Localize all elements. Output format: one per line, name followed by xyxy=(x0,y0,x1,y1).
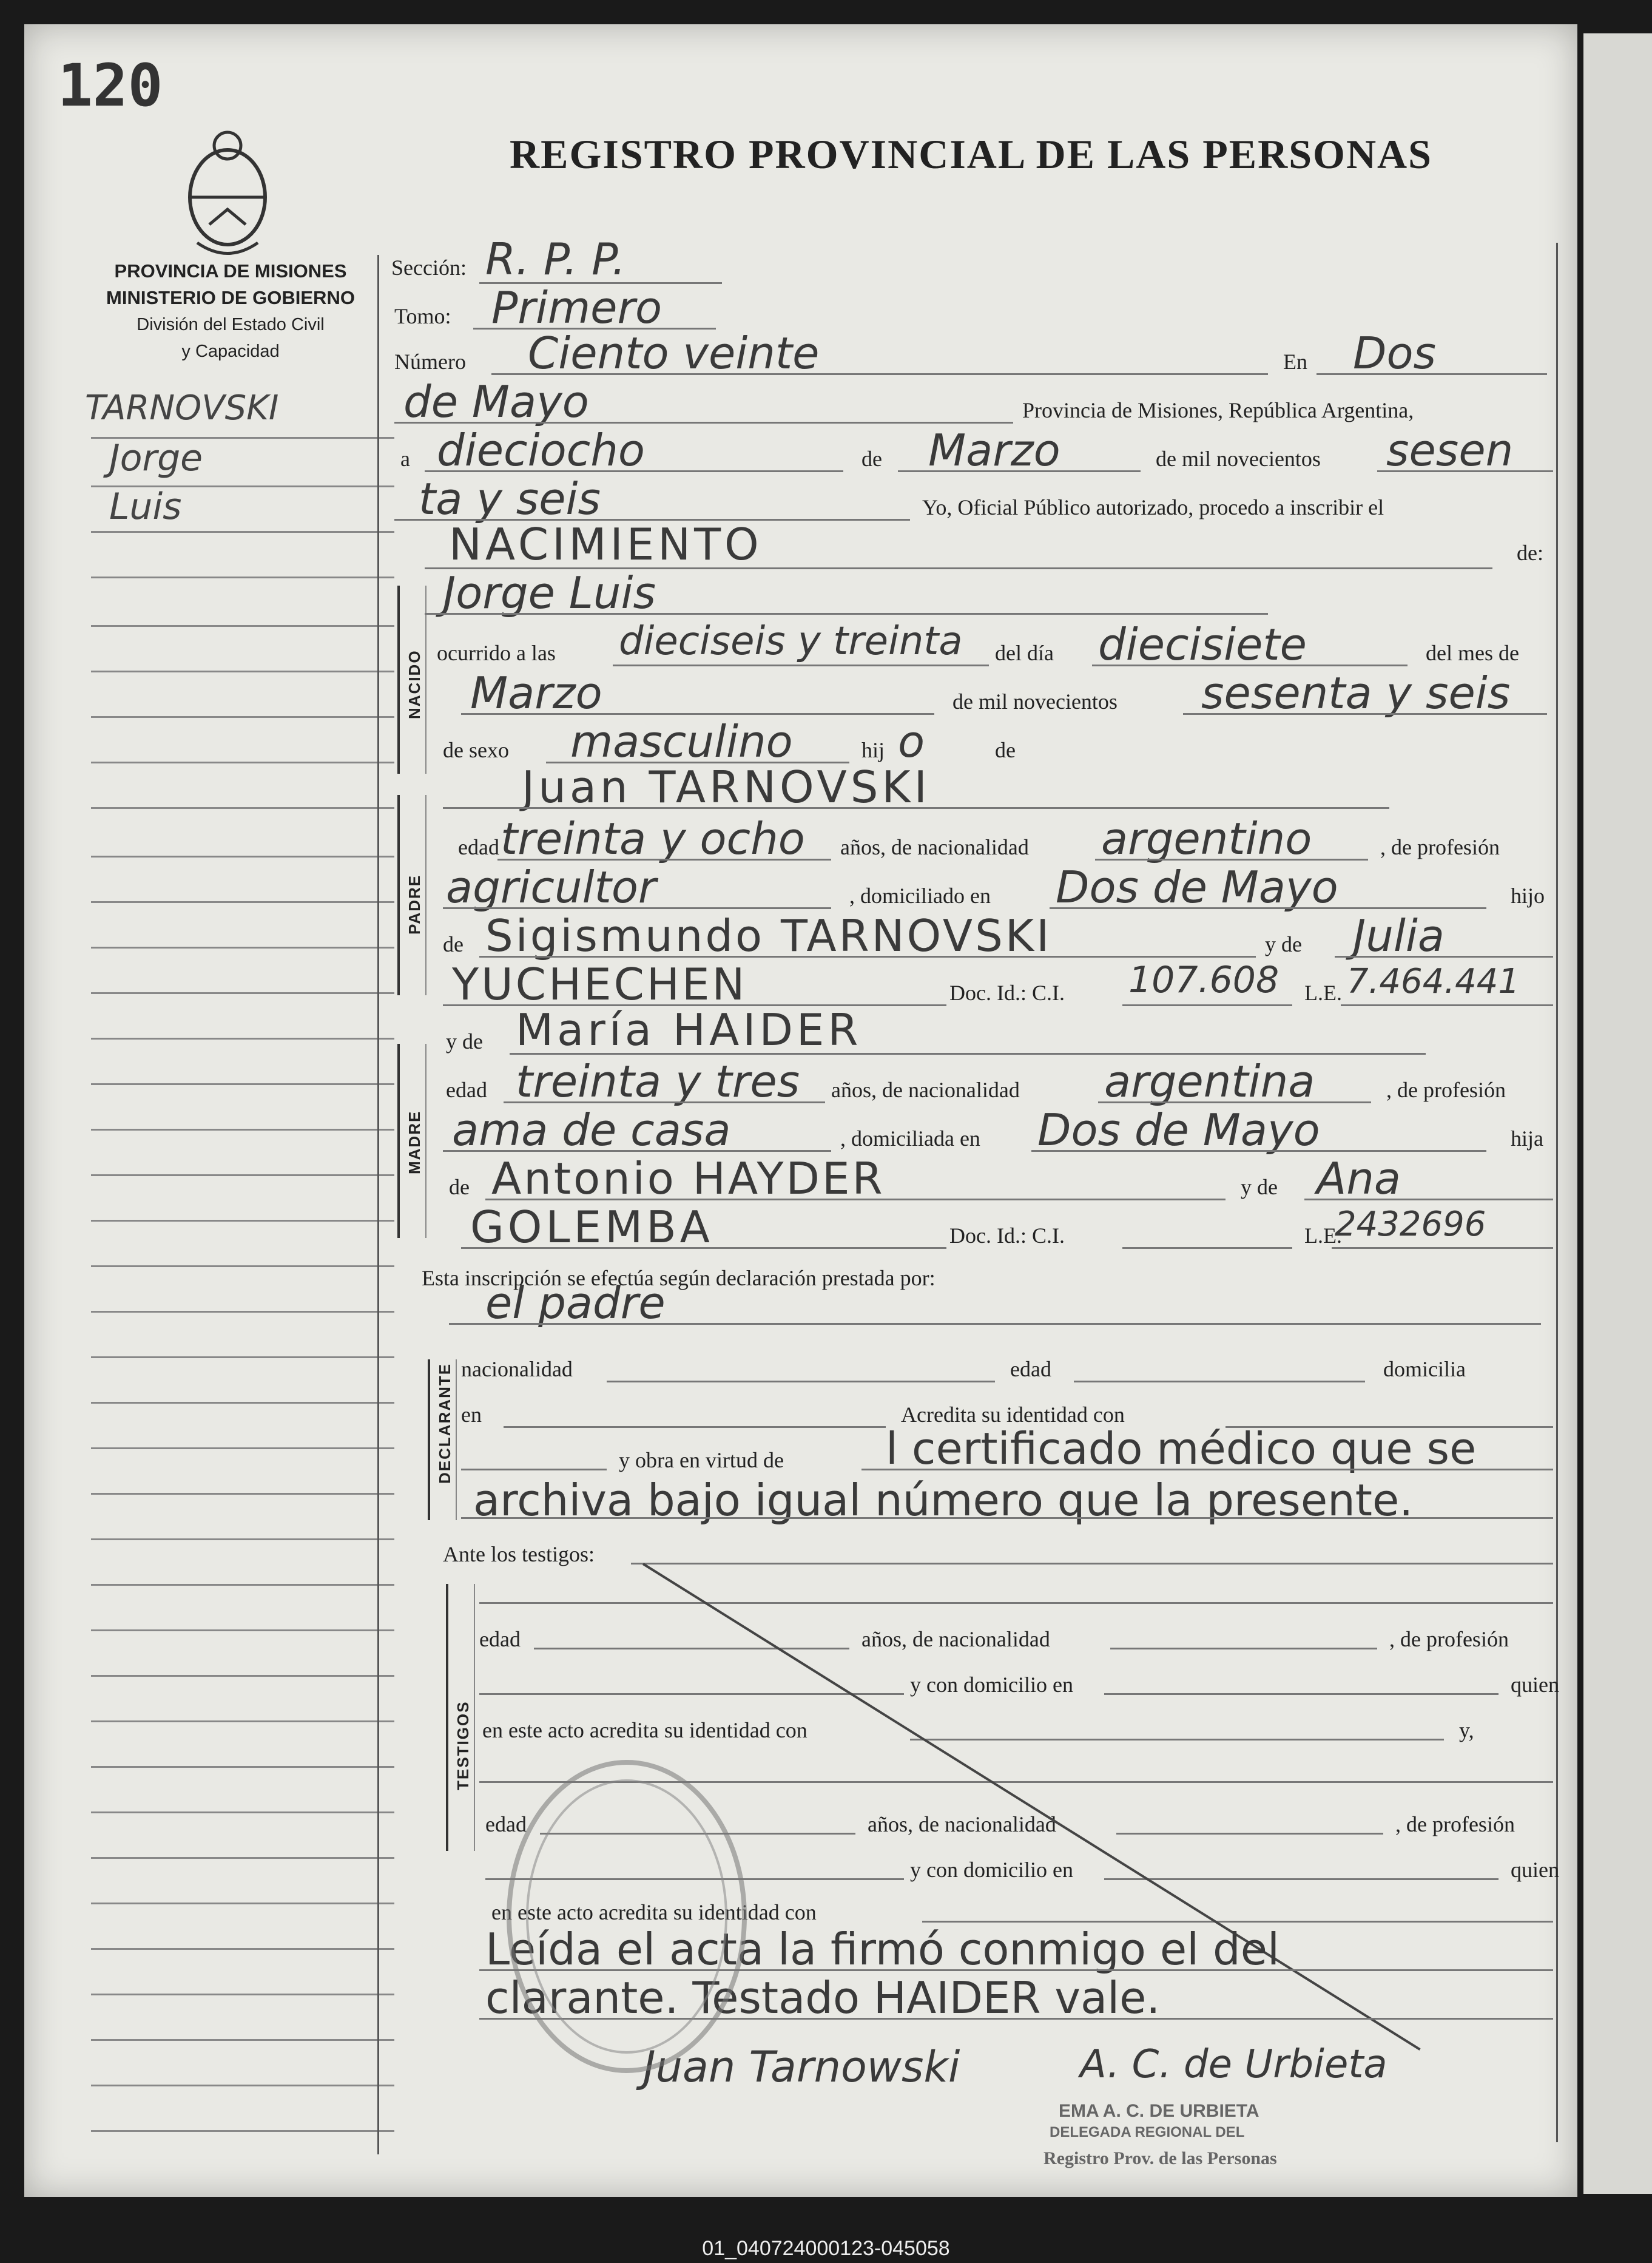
testigo1-y-label: y, xyxy=(1459,1718,1474,1742)
testigos-intro: Ante los testigos: xyxy=(443,1542,595,1566)
father-name-value: Juan TARNOVSKI xyxy=(522,762,931,813)
madre-le-label: L.E. xyxy=(1304,1223,1342,1248)
declarante-obra-label: y obra en virtud de xyxy=(619,1448,784,1472)
madre-le-value: 2432696 xyxy=(1335,1205,1486,1244)
act-type-value: NACIMIENTO xyxy=(449,519,763,570)
padre-domicilio-value: Dos de Mayo xyxy=(1056,862,1338,913)
ocurrido-label: ocurrido a las xyxy=(437,641,556,665)
official-stamp-office: Registro Prov. de las Personas xyxy=(1043,2148,1277,2168)
margin-second-name: Luis xyxy=(109,485,182,528)
madre-edad-label: edad xyxy=(446,1078,487,1102)
sexo-label: de sexo xyxy=(443,738,509,762)
testigo1-edad-label: edad xyxy=(479,1627,521,1651)
testigo2-nacionalidad-label: años, de nacionalidad xyxy=(868,1812,1056,1836)
official-stamp-name: EMA A. C. DE URBIETA xyxy=(1059,2101,1259,2121)
maternal-grandfather-value: Antonio HAYDER xyxy=(491,1153,885,1204)
official-seal-stamp xyxy=(507,1760,747,2073)
closing-line2: clarante. Testado HAIDER vale. xyxy=(485,1972,1161,2023)
madre-profesion-label: , de profesión xyxy=(1386,1078,1506,1102)
tomo-label: Tomo: xyxy=(394,304,451,328)
adjacent-page-edge xyxy=(1583,33,1652,2194)
declarante-acredita-label: Acredita su identidad con xyxy=(901,1402,1125,1427)
madre-y-de-label: y de xyxy=(446,1029,483,1054)
de-label: de xyxy=(861,447,882,471)
maternal-grandmother-surname: GOLEMBA xyxy=(470,1202,713,1253)
declarant-signature: Juan Tarnowski xyxy=(643,2042,960,2092)
paternal-grandmother-surname: YUCHECHEN xyxy=(452,959,747,1010)
declarante-edad-label: edad xyxy=(1010,1357,1051,1381)
birth-day-value: diecisiete xyxy=(1098,619,1307,670)
testigo2-quien-label: quien xyxy=(1511,1858,1559,1882)
margin-first-name: Jorge xyxy=(109,437,203,479)
form-left-border xyxy=(377,255,379,2154)
madre-nacionalidad-label: años, de nacionalidad xyxy=(831,1078,1020,1102)
declarante-intro: Esta inscripción se efectúa según declaración prestada por: xyxy=(422,1266,936,1290)
declarante-obra-value: l certificado médico que se xyxy=(886,1423,1477,1474)
numero-value: Ciento veinte xyxy=(528,328,820,379)
madre-domicilio-value: Dos de Mayo xyxy=(1037,1104,1320,1155)
madre-edad-value: treinta y tres xyxy=(516,1056,800,1107)
padre-edad-label: edad xyxy=(458,835,499,859)
padre-nacionalidad-label: años, de nacionalidad xyxy=(840,835,1029,859)
declarante-nacionalidad-label: nacionalidad xyxy=(461,1357,573,1381)
image-id-footer: 01_040724000123-045058 xyxy=(0,2234,1652,2263)
nacido-de-label: de xyxy=(995,738,1016,762)
maternal-grandmother-value: Ana xyxy=(1317,1153,1401,1204)
hijo-label: hijo xyxy=(1511,884,1545,908)
hour-value: dieciseis y treinta xyxy=(619,619,963,664)
padre-doc-label: Doc. Id.: C.I. xyxy=(949,981,1065,1005)
en-value: Dos xyxy=(1353,328,1437,379)
mother-name-value: María HAIDER xyxy=(516,1004,862,1055)
madre-section-label: MADRE xyxy=(405,1110,423,1174)
padre-profesion-label: , de profesión xyxy=(1380,835,1500,859)
tomo-value: Primero xyxy=(491,282,662,333)
declarante-section-label: DECLARANTE xyxy=(436,1362,454,1484)
testigo1-nacionalidad-label: años, de nacionalidad xyxy=(861,1627,1050,1651)
year-value-cont: ta y seis xyxy=(419,473,601,524)
testigo2-edad-label: edad xyxy=(485,1812,527,1836)
a-label: a xyxy=(400,447,410,471)
seccion-value: R. P. P. xyxy=(485,234,626,285)
declarante-domicilia-label: domicilia xyxy=(1383,1357,1466,1381)
madre-nacionalidad-value: argentina xyxy=(1104,1056,1315,1107)
closing-line1: Leída el acta la firmó conmigo el del xyxy=(485,1924,1280,1975)
testigo1-quien-label: quien xyxy=(1511,1673,1559,1697)
declarante-obra-value-cont: archiva bajo igual número que la presente. xyxy=(473,1475,1414,1526)
sexo-value: masculino xyxy=(570,716,793,767)
day-value: dieciocho xyxy=(437,425,645,476)
nacido-name-value: Jorge Luis xyxy=(443,567,656,618)
official-text: Yo, Oficial Público autorizado, procedo a inscribir el xyxy=(922,495,1384,519)
testigo1-profesion-label: , de profesión xyxy=(1389,1627,1509,1651)
nacido-section-label: NACIDO xyxy=(405,649,423,719)
official-signature: A. C. de Urbieta xyxy=(1080,2042,1387,2087)
division-name-cont: y Capacidad xyxy=(181,342,280,361)
ministry-name: MINISTERIO DE GOBIERNO xyxy=(106,287,355,308)
provincia-text: Provincia de Misiones, República Argentina, xyxy=(1022,398,1414,422)
seccion-label: Sección: xyxy=(391,255,467,280)
birth-month-value: Marzo xyxy=(470,668,602,719)
year-value: sesen xyxy=(1386,425,1514,476)
numero-label: Número xyxy=(394,350,466,374)
month-value: Marzo xyxy=(928,425,1060,476)
padre-section-label: PADRE xyxy=(405,874,423,935)
official-stamp-title: DELEGADA REGIONAL DEL xyxy=(1050,2124,1245,2140)
hija-label: hija xyxy=(1511,1126,1543,1151)
coat-of-arms-icon xyxy=(179,124,276,258)
issuing-authority xyxy=(79,258,382,365)
hij-label: hij xyxy=(861,738,885,762)
hij-value: o xyxy=(898,716,925,767)
testigo1-acredita-label: en este acto acredita su identidad con xyxy=(482,1718,807,1742)
testigo2-profesion-label: , de profesión xyxy=(1395,1812,1515,1836)
left-margin-lines xyxy=(91,425,394,2245)
birth-year-label: de mil novecientos xyxy=(952,689,1118,714)
paternal-grandmother-value: Julia xyxy=(1353,910,1445,961)
paternal-grandfather-value: Sigismundo TARNOVSKI xyxy=(485,910,1052,961)
testigo2-domicilio-label: y con domicilio en xyxy=(910,1858,1073,1882)
padre-le-value: 7.464.441 xyxy=(1347,962,1520,1001)
testigo2-acredita-label: en este acto acredita su identidad con xyxy=(491,1900,817,1924)
padre-de-label: de xyxy=(443,932,464,956)
birth-year-value: sesenta y seis xyxy=(1201,668,1511,719)
de-colon-label: de: xyxy=(1517,541,1543,565)
year-label: de mil novecientos xyxy=(1156,447,1321,471)
division-name: División del Estado Civil xyxy=(137,315,325,334)
mes-label: del mes de xyxy=(1426,641,1519,665)
declarante-en-label: en xyxy=(461,1402,482,1427)
place-cont-value: de Mayo xyxy=(403,376,589,427)
madre-doc-label: Doc. Id.: C.I. xyxy=(949,1223,1065,1248)
padre-nacionalidad-value: argentino xyxy=(1101,813,1312,864)
padre-edad-value: treinta y ocho xyxy=(501,813,805,864)
padre-domicilio-label: , domiciliado en xyxy=(849,884,991,908)
padre-le-label: L.E. xyxy=(1304,981,1342,1005)
madre-profesion-value: ama de casa xyxy=(452,1104,731,1155)
padre-y-de-label: y de xyxy=(1265,932,1302,956)
padre-profesion-value: agricultor xyxy=(446,862,656,913)
del-dia-label: del día xyxy=(995,641,1054,665)
madre-de-label: de xyxy=(449,1175,470,1199)
testigo1-domicilio-label: y con domicilio en xyxy=(910,1673,1073,1697)
declarante-value: el padre xyxy=(485,1277,666,1328)
testigos-section-label: TESTIGOS xyxy=(454,1700,472,1790)
en-label: En xyxy=(1283,350,1307,374)
province-name: PROVINCIA DE MISIONES xyxy=(114,260,347,282)
document-title: REGISTRO PROVINCIAL DE LAS PERSONAS xyxy=(510,131,1432,177)
page-number: 120 xyxy=(58,52,163,120)
madre-domicilio-label: , domiciliada en xyxy=(840,1126,980,1151)
margin-surname: TARNOVSKI xyxy=(85,388,279,428)
madre-y-de2-label: y de xyxy=(1241,1175,1278,1199)
padre-doc-value: 107.608 xyxy=(1128,959,1279,1001)
